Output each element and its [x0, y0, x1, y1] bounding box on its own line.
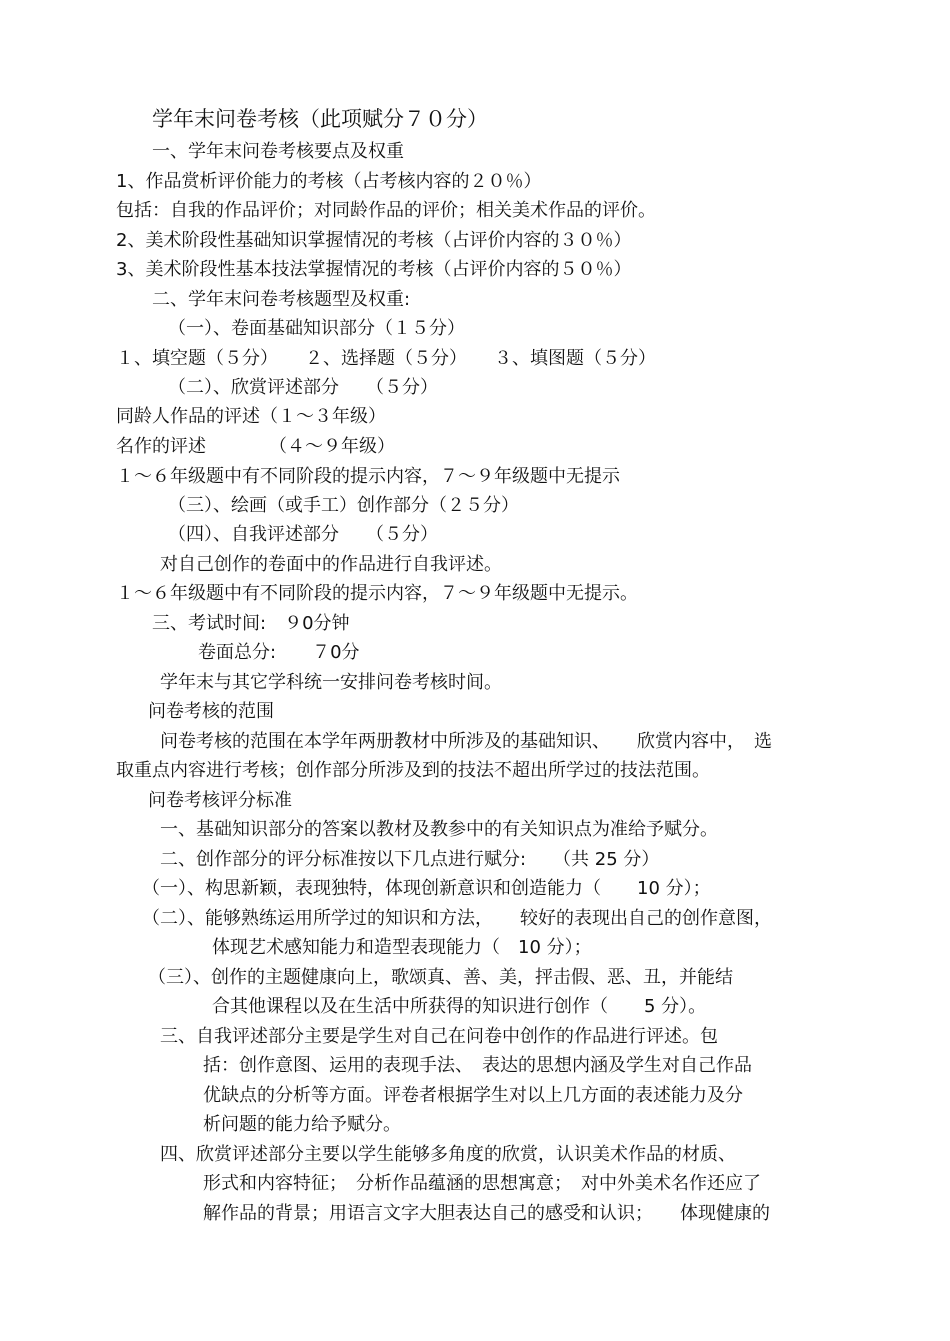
paragraph-line: 三、自我评述部分主要是学生对自己在问卷中创作的作品进行评述。包	[160, 1026, 718, 1047]
paragraph-line: 同龄人作品的评述（１～３年级）	[116, 406, 386, 427]
paragraph-line: 取重点内容进行考核；创作部分所涉及到的技法不超出所学过的技法范围。	[116, 760, 710, 781]
paragraph-line: 二、创作部分的评分标准按以下几点进行赋分: （共 25 分）	[160, 849, 660, 870]
section-heading: 问卷考核的范围	[148, 701, 274, 722]
paragraph-line: 括：创作意图、运用的表现手法、 表达的思想内涵及学生对自己作品	[203, 1055, 752, 1076]
paragraph-line: 3、美术阶段性基本技法掌握情况的考核（占评价内容的５０％）	[116, 259, 632, 280]
paragraph-line: 形式和内容特征； 分析作品蕴涵的思想寓意； 对中外美术名作还应了	[203, 1173, 761, 1194]
paragraph-line: １、填空题（５分） ２、选择题（５分） ３、填图题（５分）	[116, 348, 656, 369]
subsection-heading: （一）、卷面基础知识部分（１５分）	[168, 318, 465, 339]
paragraph-line: 析问题的能力给予赋分。	[203, 1114, 401, 1135]
document-title: 学年末问卷考核（此项赋分７０分）	[152, 107, 488, 131]
paragraph-line: （三）、创作的主题健康向上，歌颂真、善、美，抨击假、恶、丑，并能结	[148, 967, 733, 988]
paragraph-line: 2、美术阶段性基础知识掌握情况的考核（占评价内容的３０％）	[116, 230, 632, 251]
paragraph-line: 对自己创作的卷面中的作品进行自我评述。	[160, 554, 502, 575]
subsection-heading: （二）、欣赏评述部分 （５分）	[168, 377, 438, 398]
paragraph-line: （一）、构思新颖，表现独特，体现创新意识和创造能力（ 10 分）；	[142, 878, 711, 899]
paragraph-line: 体现艺术感知能力和造型表现能力（ 10 分）；	[212, 937, 592, 958]
subsection-heading: （四）、自我评述部分 （５分）	[168, 524, 438, 545]
paragraph-line: 优缺点的分析等方面。评卷者根据学生对以上几方面的表述能力及分	[203, 1085, 743, 1106]
paragraph-line: 包括：自我的作品评价；对同龄作品的评价；相关美术作品的评价。	[116, 200, 656, 221]
paragraph-line: （二）、能够熟练运用所学过的知识和方法， 较好的表现出自己的创作意图，	[142, 908, 772, 929]
paragraph-line: 合其他课程以及在生活中所获得的知识进行创作（ 5 分）。	[212, 996, 707, 1017]
section-heading: 一、学年末问卷考核要点及权重	[152, 141, 404, 162]
paragraph-line: 学年末与其它学科统一安排问卷考核时间。	[160, 672, 502, 693]
section-heading: 三、考试时间: ９0分钟	[152, 613, 350, 634]
paragraph-line: １～６年级题中有不同阶段的提示内容，７～９年级题中无提示	[116, 466, 620, 487]
paragraph-line: １～６年级题中有不同阶段的提示内容，７～９年级题中无提示。	[116, 583, 638, 604]
subsection-heading: （三）、绘画（或手工）创作部分（２５分）	[168, 495, 519, 516]
paragraph-line: 四、欣赏评述部分主要以学生能够多角度的欣赏，认识美术作品的材质、	[160, 1144, 736, 1165]
paragraph-line: 名作的评述 （４～９年级）	[116, 436, 395, 457]
paragraph-line: 一、基础知识部分的答案以教材及教参中的有关知识点为准给予赋分。	[160, 819, 718, 840]
section-heading: 二、学年末问卷考核题型及权重:	[152, 289, 411, 310]
section-heading: 问卷考核评分标准	[148, 790, 292, 811]
paragraph-line: 卷面总分: ７0分	[198, 642, 360, 663]
paragraph-line: 问卷考核的范围在本学年两册教材中所涉及的基础知识、 欣赏内容中， 选	[160, 731, 772, 752]
paragraph-line: 解作品的背景；用语言文字大胆表达自己的感受和认识； 体现健康的	[203, 1203, 770, 1224]
paragraph-line: 1、作品赏析评价能力的考核（占考核内容的２０％）	[116, 171, 542, 192]
